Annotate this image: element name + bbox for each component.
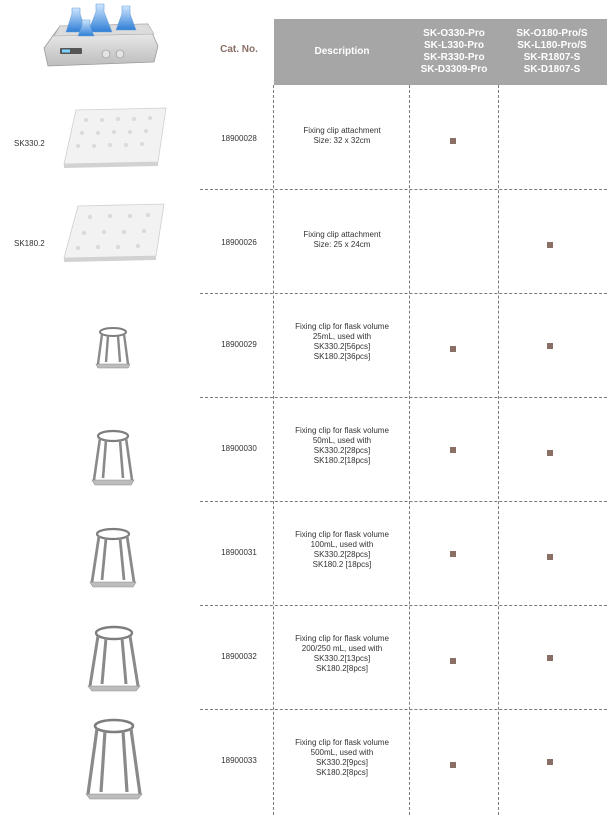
- flask-clip-image: [94, 326, 132, 370]
- row-description: Fixing clip for flask volume 500mL, used with SK330.2[9pcs] SK180.2[8pcs]: [295, 738, 389, 777]
- model-column-1-header: SK-O330-Pro SK-L330-Pro SK-R330-Pro SK-D3309-Pro: [420, 28, 488, 75]
- row-description: Fixing clip for flask volume 50mL, used with SK330.2[28pcs] SK180.2[18pcs]: [295, 426, 389, 465]
- fixing-plate-image: [62, 202, 168, 264]
- catalog-number: 18900033: [221, 756, 257, 765]
- table-row: [0, 710, 614, 814]
- flask-clip-image: [90, 428, 136, 488]
- compatibility-mark: [450, 447, 456, 453]
- compatibility-mark: [450, 762, 456, 768]
- compatibility-mark: [547, 242, 553, 248]
- compatibility-mark: [450, 138, 456, 144]
- row-description: Fixing clip for flask volume 200/250 mL, used with SK330.2[13pcs] SK180.2[8pcs]: [295, 634, 389, 673]
- compatibility-mark: [450, 551, 456, 557]
- row-description: Fixing clip for flask volume 100mL, used with SK330.2[28pcs] SK180.2 [18pcs]: [295, 530, 389, 569]
- table-row: [0, 606, 614, 710]
- catalog-number: 18900028: [221, 134, 257, 143]
- table-row: [0, 398, 614, 502]
- shaker-image: [36, 0, 162, 72]
- fixing-plate-image: [62, 106, 170, 168]
- row-description: Fixing clip for flask volume 25mL, used with SK330.2[56pcs] SK180.2[36pcs]: [295, 322, 389, 361]
- table-row: [0, 502, 614, 606]
- catalog-number: 18900032: [221, 652, 257, 661]
- cat-no-header: Cat. No.: [220, 44, 258, 55]
- table-row: [0, 86, 614, 190]
- table-row: [0, 190, 614, 294]
- catalog-number: 18900031: [221, 548, 257, 557]
- row-label: SK330.2: [14, 139, 45, 148]
- catalog-number: 18900029: [221, 340, 257, 349]
- flask-clip-image: [86, 624, 142, 694]
- compatibility-mark: [450, 346, 456, 352]
- row-label: SK180.2: [14, 239, 45, 248]
- row-description: Fixing clip attachment Size: 32 x 32cm: [303, 126, 381, 145]
- flask-clip-image: [88, 526, 138, 590]
- description-header: Description: [314, 46, 370, 57]
- catalog-number: 18900030: [221, 444, 257, 453]
- compatibility-mark: [547, 759, 553, 765]
- row-description: Fixing clip attachment Size: 25 x 24cm: [303, 230, 381, 249]
- catalog-number: 18900026: [221, 238, 257, 247]
- compatibility-mark: [547, 655, 553, 661]
- table-row: [0, 294, 614, 398]
- flask-clip-image: [84, 716, 144, 802]
- model-column-2-header: SK-O180-Pro/S SK-L180-Pro/S SK-R1807-S SK-D1807-S: [516, 28, 588, 75]
- compatibility-mark: [547, 343, 553, 349]
- compatibility-mark: [547, 554, 553, 560]
- compatibility-mark: [547, 450, 553, 456]
- compatibility-mark: [450, 658, 456, 664]
